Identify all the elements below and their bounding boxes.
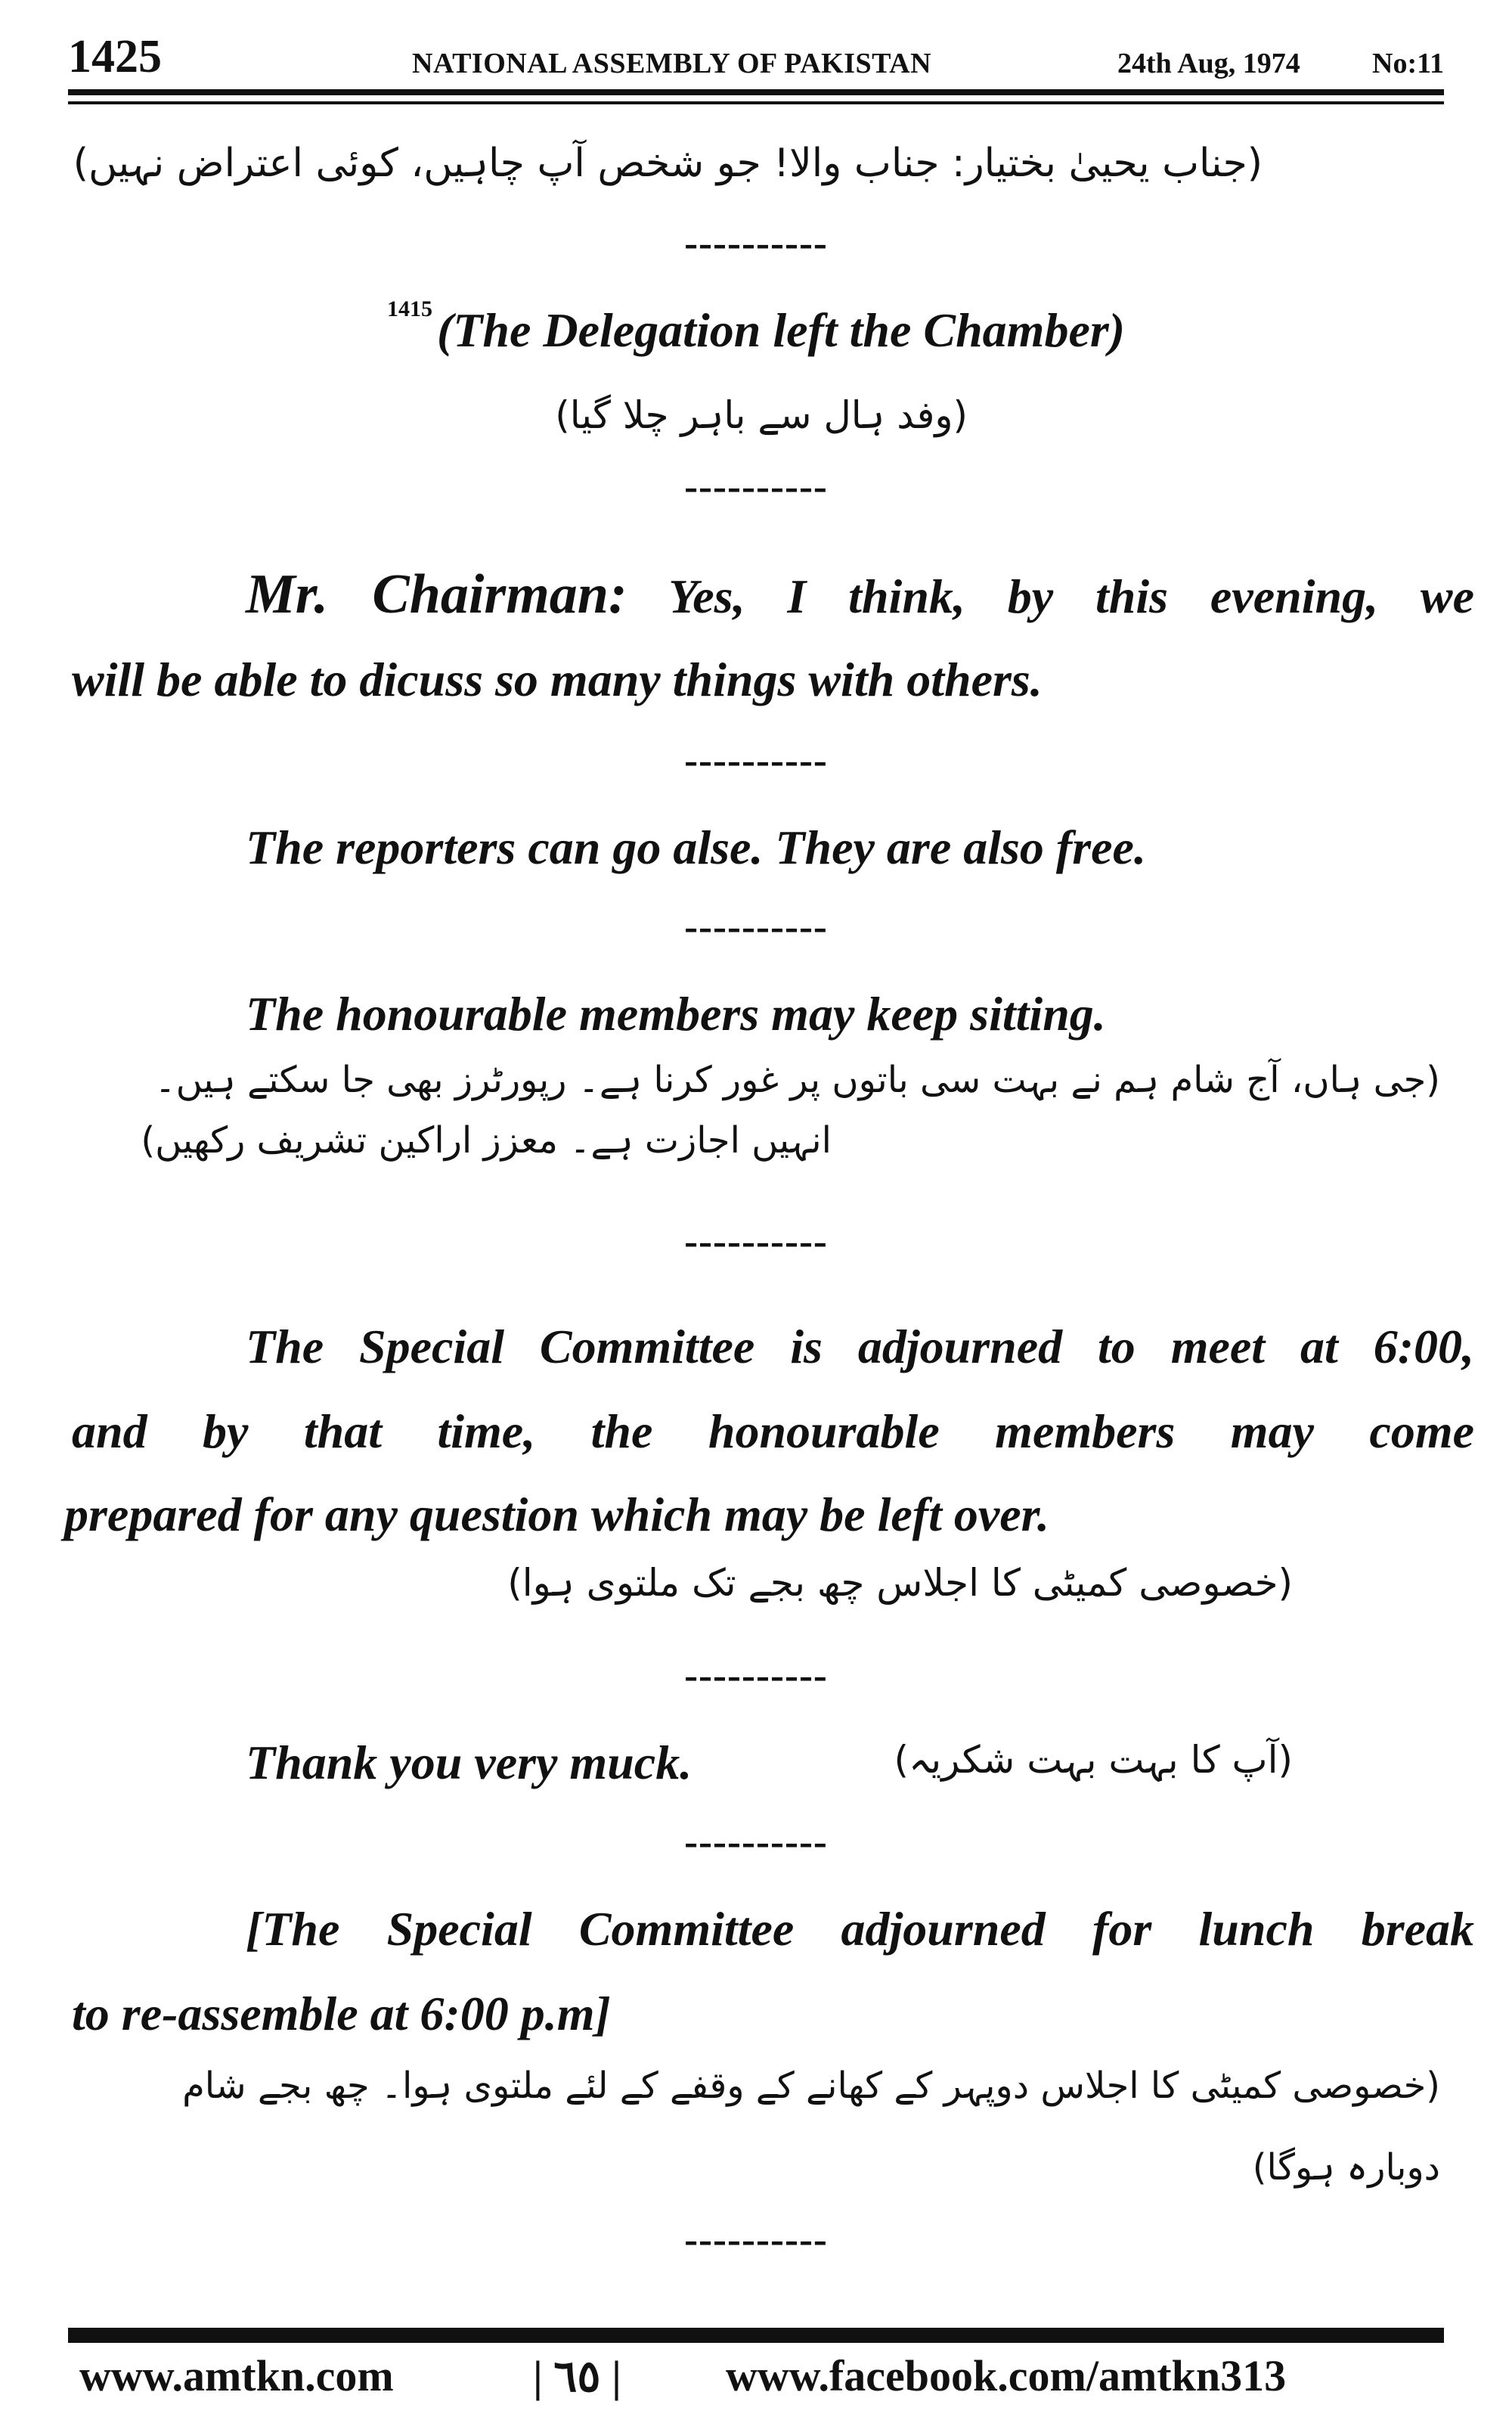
- lunch-urdu-line-1: (خصوصی کمیٹی کا اجلاس دوپہر کے کھانے کے وقفے کے لئے ملتوی ہوا۔ چھ بجے شام: [182, 2065, 1440, 2107]
- chairman-line-2: will be able to dicuss so many things with others.: [72, 653, 1043, 706]
- lunch-line-1: [The Special Committee adjourned for lunch break: [246, 1902, 1474, 1956]
- separator: ----------: [684, 737, 828, 783]
- lunch-line-2: to re-assemble at 6:00 p.m]: [72, 1987, 611, 2040]
- separator: ----------: [684, 1652, 828, 1698]
- adjourn-urdu: (خصوصی کمیٹی کا اجلاس چھ بجے تک ملتوی ہوا): [507, 1561, 1293, 1605]
- session-date: 24th Aug, 1974: [1117, 48, 1300, 79]
- delegation-heading: [0, 296, 1512, 358]
- footer-rule: [68, 2328, 1444, 2343]
- members-sitting-line: The honourable members may keep sitting.: [246, 987, 1106, 1041]
- footer-website-link[interactable]: www.amtkn.com: [79, 2351, 394, 2400]
- separator: ----------: [684, 464, 828, 509]
- chairman-text-1: Yes, I think, by this evening, we: [668, 569, 1474, 623]
- adjourn-line-2: and by that time, the honourable members may come: [72, 1404, 1474, 1458]
- adjourn-line-3: prepared for any question which may be left over.: [64, 1488, 1050, 1541]
- footer-facebook-link[interactable]: www.facebook.com/amtkn313: [726, 2351, 1287, 2400]
- chairman-line-1: [246, 563, 1474, 627]
- header-rule-thin: [68, 101, 1444, 104]
- lunch-urdu-line-2: دوبارہ ہوگا): [1252, 2146, 1440, 2189]
- reporters-line: The reporters can go alse. They are also free.: [246, 821, 1146, 874]
- separator: ----------: [684, 220, 828, 265]
- separator: ----------: [684, 1819, 828, 1864]
- issue-number: No:11: [1372, 48, 1444, 79]
- separator: ----------: [684, 2217, 828, 2262]
- adjourn-line-1: The Special Committee is adjourned to meet at 6:00,: [246, 1320, 1474, 1373]
- delegation-urdu: (وفد ہال سے باہر چلا گیا): [555, 393, 968, 437]
- speaker-name: Mr. Chairman:: [246, 563, 627, 625]
- page-number: 1425: [68, 31, 162, 82]
- thanks-urdu: (آپ کا بہت بہت شکریہ): [894, 1738, 1293, 1782]
- separator: ----------: [684, 1218, 828, 1264]
- header-rule: [68, 89, 1444, 95]
- urdu-reporters-line-2: انہیں اجازت ہے۔ معزز اراکین تشریف رکھیں): [141, 1119, 832, 1162]
- urdu-opening-line: (جناب یحییٰ بختیار: جناب والا! جو شخص آپ چاہیں، کوئی اعتراض نہیں): [73, 141, 1263, 186]
- delegation-text: (The Delegation left the Chamber): [436, 303, 1126, 357]
- footnote-marker: 1415: [386, 296, 432, 321]
- urdu-reporters-line-1: (جی ہاں، آج شام ہم نے بہت سی باتوں پر غور کرنا ہے۔ رپورٹرز بھی جا سکتے ہیں۔: [154, 1059, 1440, 1101]
- footer-page-mark: | ٦٥ |: [533, 2352, 621, 2401]
- thanks-english: Thank you very muck.: [246, 1736, 692, 1789]
- separator: ----------: [684, 904, 828, 949]
- document-title: NATIONAL ASSEMBLY OF PAKISTAN: [412, 48, 932, 79]
